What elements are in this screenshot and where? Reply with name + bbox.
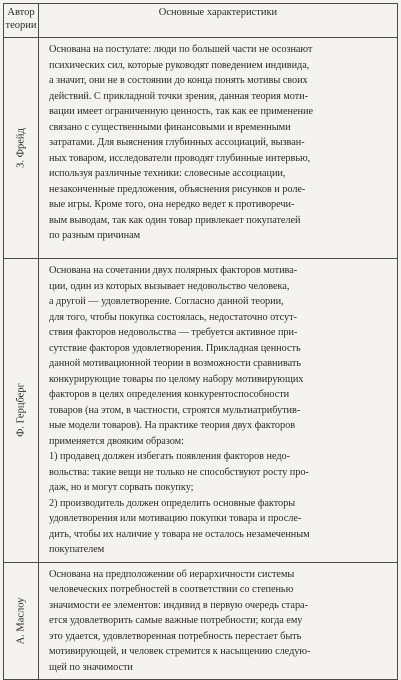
description-cell — [39, 259, 398, 563]
description-column-header: Основные характеристики — [39, 4, 398, 38]
description-cell — [39, 38, 398, 259]
table-header-row — [4, 4, 398, 38]
author-cell — [4, 38, 39, 259]
description-line: щей по значимости — [49, 661, 133, 673]
table-row-maslow — [4, 562, 398, 680]
description-line: по разным причинам — [49, 230, 141, 241]
description-line: ции, один из которых вызывает недовольство человека, — [49, 280, 290, 292]
description-line: вые игры. Кроме того, она нередко ведет к противоречи- — [49, 199, 295, 210]
description-line: психических сил, которые руководят поведением индивида, — [49, 59, 310, 71]
description-line: Основана на постулате: люди по большей части не осознают — [49, 44, 313, 55]
author-header-line1: Автор — [7, 7, 35, 18]
author-name: Ф. Герцберг — [15, 383, 27, 438]
description-line: ных товаром, исследователи проводят глубинные интервью, — [49, 152, 311, 164]
description-line: ствия факторов недовольства — требуется активное при- — [49, 327, 298, 338]
description-line: сутствие факторов удовлетворения. Прикладная ценность — [49, 342, 301, 354]
description-line: действий. С прикладной точки зрения, данная теория моти- — [49, 90, 308, 102]
description-line: ные модели товаров). На практике теория двух факторов — [49, 420, 296, 431]
description-line: вым выводам, так как один товар привлекает покупателей — [49, 214, 301, 226]
description-line: затратами. Для выяснения глубинных ассоциаций, вызван- — [49, 137, 305, 148]
description-line: это удается, удовлетворенная потребность перестает быть — [49, 630, 302, 642]
author-cell — [4, 259, 39, 563]
description-line: факторов в целях определения конкурентоспособности — [49, 389, 290, 400]
table-row-freud — [4, 38, 398, 259]
description-line: Основана на сочетании двух полярных факторов мотива- — [49, 265, 298, 276]
description-line: человеческих потребностей в соответствии со степенью — [49, 584, 294, 595]
motivation-theories-table — [3, 3, 398, 680]
description-line: связано с существенными финансовыми и временными — [49, 121, 291, 133]
description-line: 1) продавец должен избегать появления факторов недо- — [49, 451, 290, 462]
description-line: вольства: такие вещи не только не способствуют росту про- — [49, 466, 309, 478]
description-line: значимости ее элементов: индивид в первую очередь стара- — [49, 599, 308, 611]
description-line: даж, но и могут сорвать покупку; — [49, 482, 194, 493]
description-line: применяется двояким образом: — [49, 435, 184, 447]
description-line: мотивирующей, и человек стремится к насыщению следую- — [49, 646, 311, 657]
description-cell — [39, 562, 398, 680]
description-line: покупателем — [49, 544, 105, 555]
description-line: для того, чтобы покупка состоялась, недостаточно отсут- — [49, 311, 297, 323]
description-line: ется удовлетворить самые важные потребности; когда ему — [49, 615, 303, 626]
description-line: конкурирующие товары по целому набору мотивирующих — [49, 373, 304, 385]
description-line: Основана на предположении об иерархичности системы — [49, 568, 295, 580]
author-name: З. Фрейд — [15, 128, 27, 168]
description-line: данной мотивационной теории в возможности сравнивать — [49, 358, 301, 369]
description-line: 2) производитель должен определить основные факторы — [49, 497, 296, 509]
author-column-header — [4, 4, 39, 38]
description-line: товаров (на этом, в частности, строятся мультиатрибутив- — [49, 404, 301, 416]
description-line: незаконченные предложения, объяснения рисунков и роле- — [49, 183, 306, 195]
description-line: вации имеет ограниченную ценность, так как ее применение — [49, 106, 313, 117]
description-line: а значит, они не в состоянии до конца понять мотивы своих — [49, 75, 308, 86]
author-cell — [4, 562, 39, 680]
author-name: А. Маслоу — [15, 597, 27, 645]
description-line: а другой — удовлетворение. Согласно данной теории, — [49, 296, 284, 307]
table-row-herzberg — [4, 259, 398, 563]
description-line: дить, чтобы их наличие у товара не осталось незамеченным — [49, 528, 310, 540]
description-line: используя различные техники: словесные ассоциации, — [49, 168, 286, 179]
author-header-line2: теории — [5, 20, 37, 31]
description-line: удовлетворения или мотивацию покупки товара и просле- — [49, 513, 302, 524]
